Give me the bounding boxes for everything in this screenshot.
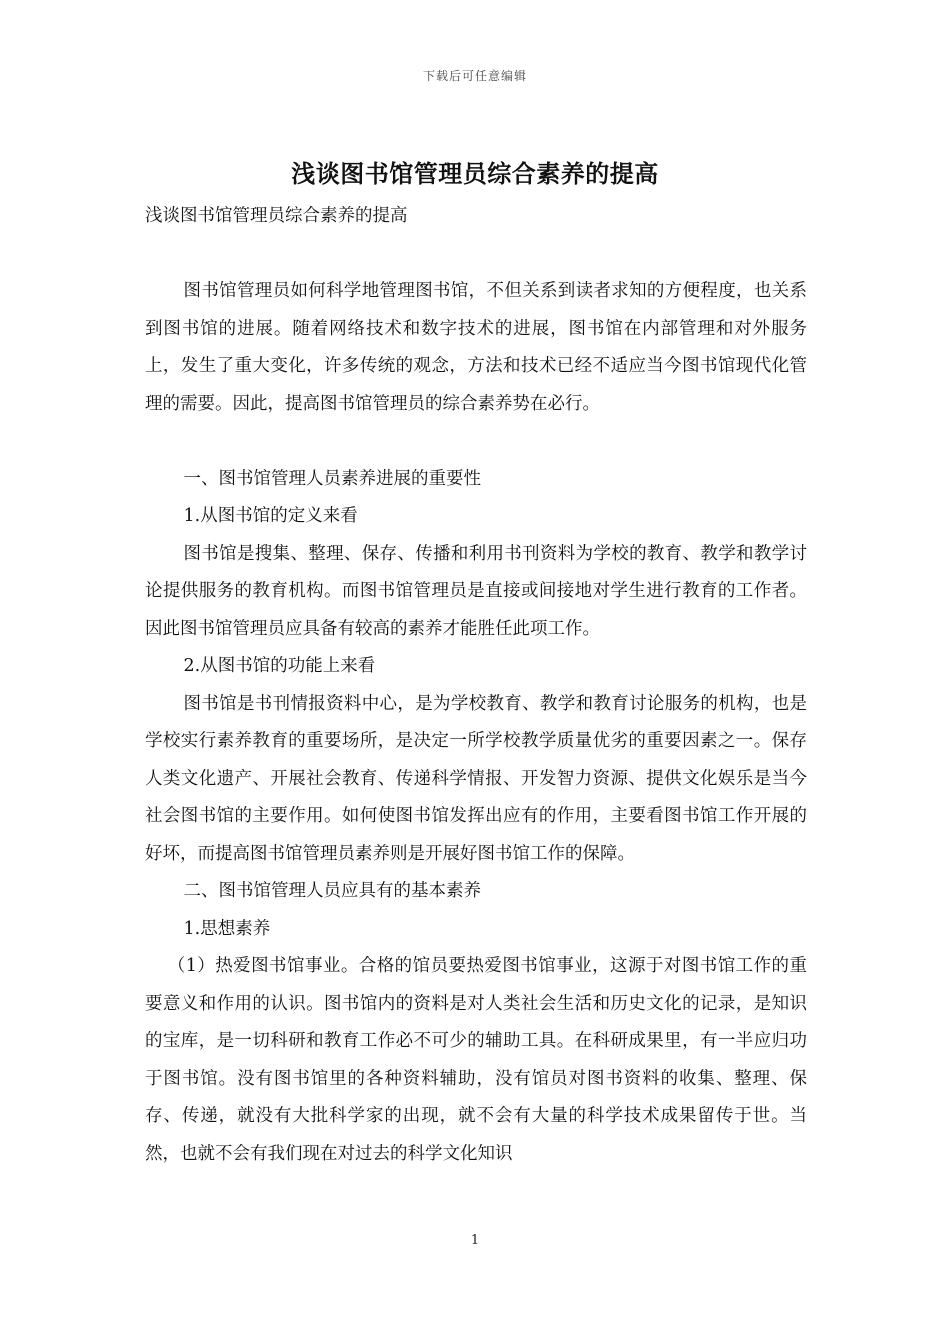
blank-line [145, 236, 807, 274]
subheading-2-1: 1.思想素养 [183, 918, 271, 939]
header-note: 下载后可任意编辑 [422, 69, 527, 83]
intro-paragraph: 图书馆管理员如何科学地管理图书馆，不但关系到读者求知的方便程度，也关系到图书馆的进展。随着网络技术和数字技术的进展，图书馆在内部管理和对外服务上，发生了重大变化，许多传统的观念，方法和技术已经不适应当今图书馆现代化管理的需要。因此，提高图书馆管理员的综合素养势在必行。 [145, 281, 807, 414]
body-paragraph: （1）热爱图书馆事业。合格的馆员要热爱图书馆事业，这源于对图书馆工作的重要意义和作用的认识。图书馆内的资料是对人类社会生活和历史文化的记录，是知识的宝库，是一切科研和教育工作必不可少的辅助工具。在科研成果里，有一半应归功于图书馆。没有图书馆里的各种资料辅助，没有馆员对图书资料的收集、整理、保存、传递，就没有大批科学家的出现，就不会有大量的科学技术成果留传于世。当然，也就不会有我们现在对过去的科学文化知识 [145, 956, 807, 1164]
blank-line [145, 423, 807, 461]
body-paragraph: 图书馆是搜集、整理、保存、传播和利用书刊资料为学校的教育、教学和教学讨论提供服务的教育机构。而图书馆管理员是直接或间接地对学生进行教育的工作者。因此图书馆管理员应具备有较高的素养才能胜任此项工作。 [145, 543, 807, 639]
section-heading-1: 一、图书馆管理人员素养进展的重要性 [183, 468, 481, 489]
subheading-1-2: 2.从图书馆的功能上来看 [183, 656, 376, 676]
body-paragraph: 图书馆是书刊情报资料中心，是为学校教育、教学和教育讨论服务的机构，也是学校实行素养教育的重要场所，是决定一所学校教学质量优劣的重要因素之一。保存人类文化遗产、开展社会教育、传递科学情报、开发智力资源、提供文化娱乐是当今社会图书馆的主要作用。如何使图书馆发挥出应有的作用，主要看图书馆工作开展的好坏，而提高图书馆管理员素养则是开展好图书馆工作的保障。 [145, 693, 807, 864]
document-body [145, 198, 807, 1173]
section-heading-2: 二、图书馆管理人员应具有的基本素养 [183, 881, 481, 901]
page-number: 1 [470, 1233, 480, 1248]
document-subtitle: 浅谈图书馆管理员综合素养的提高 [145, 206, 408, 226]
subheading-1-1: 1.从图书馆的定义来看 [183, 506, 358, 526]
document-title: 浅谈图书馆管理员综合素养的提高 [291, 159, 659, 188]
